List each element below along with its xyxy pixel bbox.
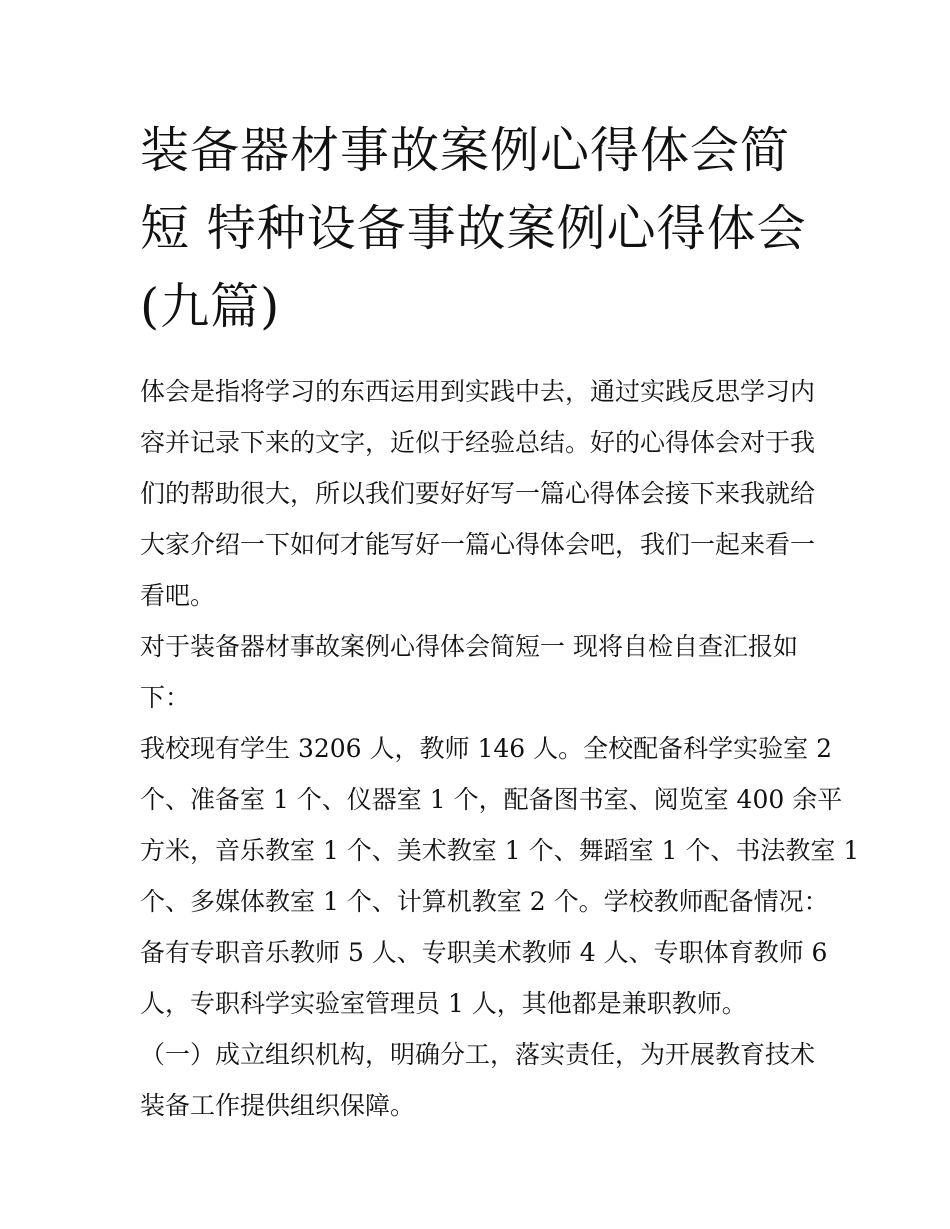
text-line: 们的帮助很大，所以我们要好好写一篇心得体会接下来我就给: [140, 479, 816, 508]
text-line: 个、准备室 1 个、仪器室 1 个，配备图书室、阅览室 400 余平: [140, 785, 843, 814]
text-line: 备有专职音乐教师 5 人、专职美术教师 4 人、专职体育教师 6: [140, 938, 828, 967]
text-line: 容并记录下来的文字，近似于经验总结。好的心得体会对于我: [140, 428, 816, 457]
text-line: 个、多媒体教室 1 个、计算机教室 2 个。学校教师配备情况：: [140, 887, 829, 916]
text-line: 方米，音乐教室 1 个、美术教室 1 个、舞蹈室 1 个、书法教室 1: [140, 836, 860, 865]
document-title: [140, 112, 812, 346]
title-line: (九篇): [140, 278, 281, 335]
text-line: 人，专职科学实验室管理员 1 人，其他都是兼职教师。: [140, 989, 747, 1018]
text-line: 我校现有学生 3206 人，教师 146 人。全校配备科学实验室 2: [140, 734, 832, 763]
text-line: （一）成立组织机构，明确分工，落实责任，为开展教育技术: [140, 1040, 816, 1069]
text-line: 装备工作提供组织保障。: [140, 1091, 416, 1120]
paragraph-section-one: [140, 621, 812, 723]
title-line: 短 特种设备事故案例心得体会: [140, 200, 807, 257]
text-line: 下：: [140, 683, 191, 712]
paragraph-intro: [140, 366, 816, 621]
title-line: 装备器材事故案例心得体会简: [140, 122, 791, 179]
text-line: 大家介绍一下如何才能写好一篇心得体会吧，我们一起来看一: [140, 530, 816, 559]
text-line: 看吧。: [140, 581, 216, 610]
text-line: 体会是指将学习的东西运用到实践中去，通过实践反思学习内: [140, 377, 816, 406]
paragraph-item-one: [140, 1029, 816, 1131]
paragraph-school-stats: [140, 723, 860, 1029]
text-line: 对于装备器材事故案例心得体会简短一 现将自检自查汇报如: [140, 632, 798, 661]
document-page: [140, 112, 860, 1131]
document-body: [140, 366, 860, 1131]
